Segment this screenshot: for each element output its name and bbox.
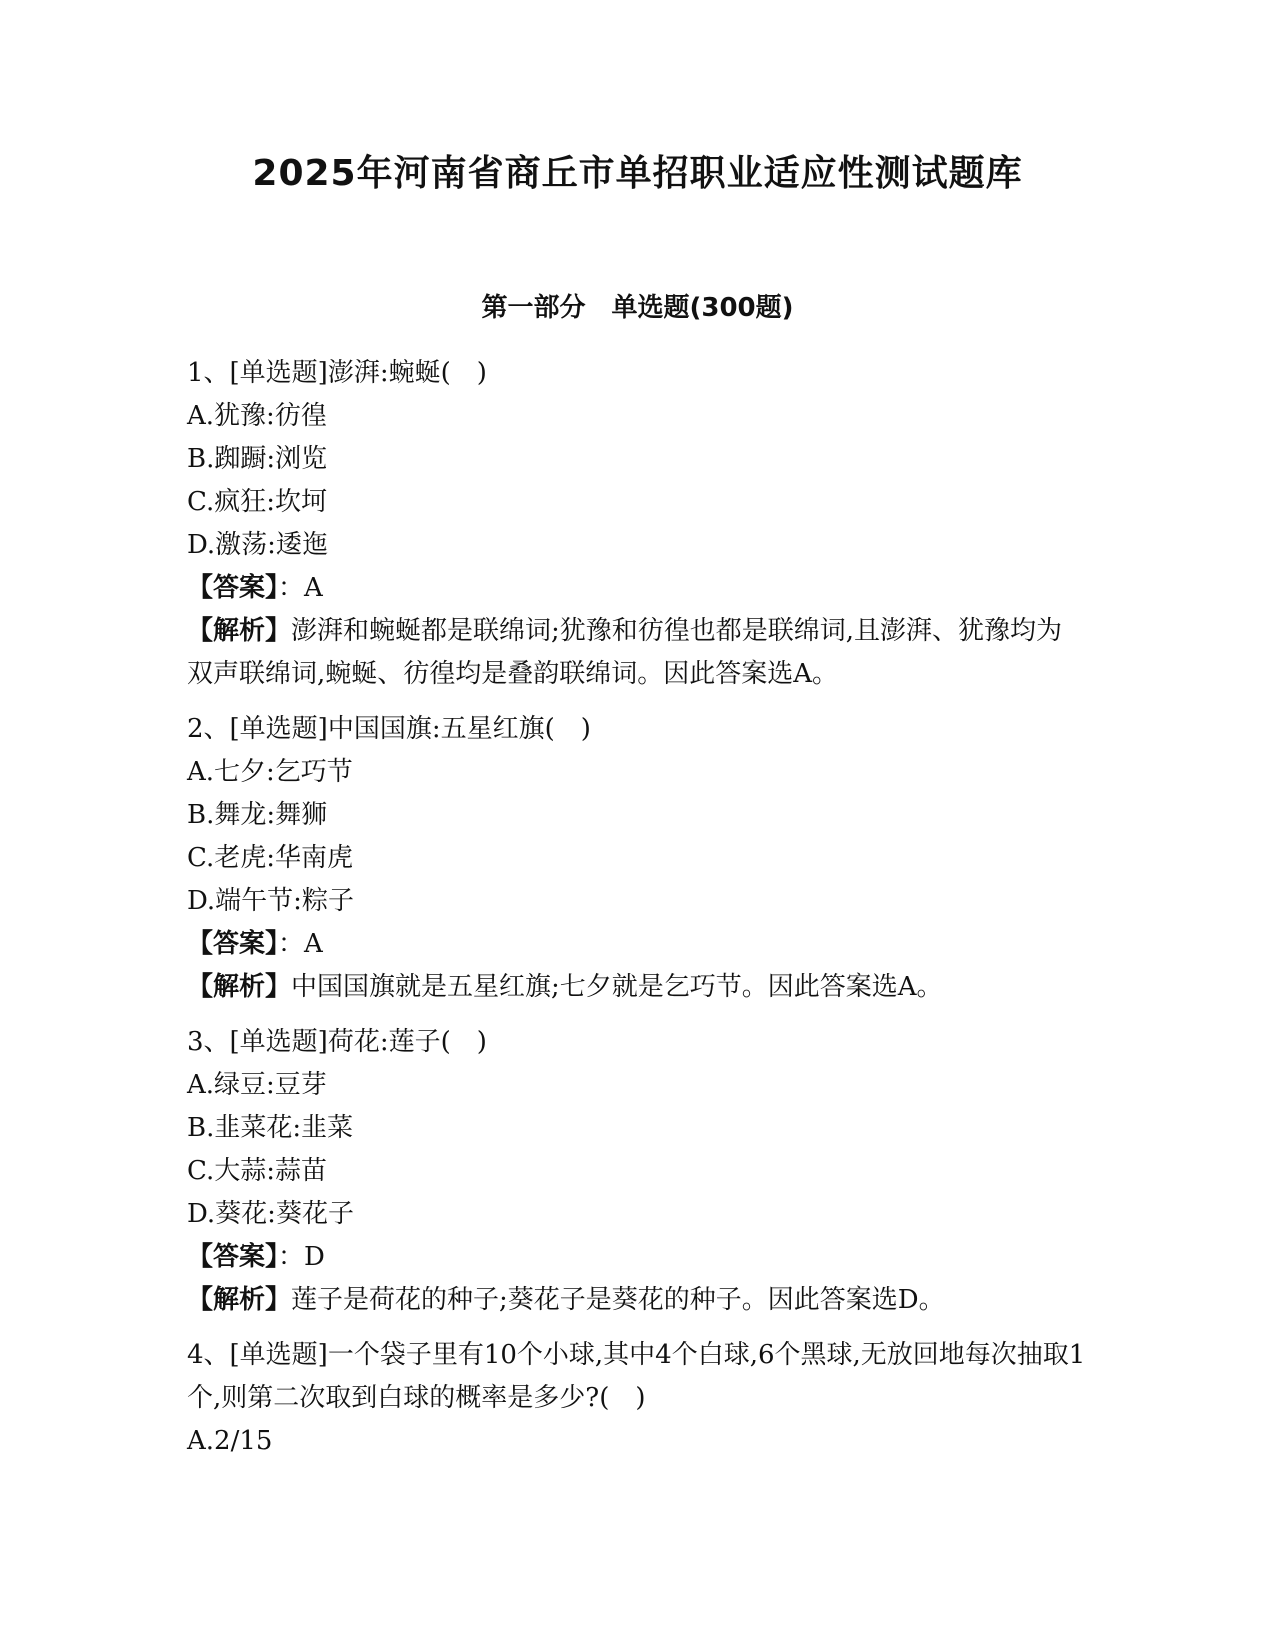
- option-a: A.犹豫:彷徨: [187, 401, 327, 431]
- question-stem: 3、[单选题]荷花:莲子( ): [187, 1027, 487, 1057]
- question-3: [187, 1021, 1087, 1322]
- option-b: B.韭菜花:韭菜: [187, 1113, 354, 1143]
- analysis-line: [187, 1279, 1087, 1322]
- analysis-line: [187, 966, 1087, 1009]
- analysis-text: 中国国旗就是五星红旗;七夕就是乞巧节。因此答案选A。: [291, 972, 943, 1002]
- answer-label: 【答案】: [187, 1242, 279, 1272]
- question-1: [187, 352, 1087, 696]
- analysis-text: 澎湃和蜿蜒都是联绵词;犹豫和彷徨也都是联绵词,且澎湃、犹豫均为双声联绵词,蜿蜒、彷徨均是叠韵联绵词。因此答案选A。: [187, 616, 1063, 689]
- answer-value: ：D: [278, 1242, 325, 1272]
- document-title: 2025年河南省商丘市单招职业适应性测试题库: [252, 153, 1023, 194]
- question-2: [187, 708, 1087, 1009]
- question-list: [187, 352, 1087, 1475]
- answer-line: [187, 1236, 1087, 1279]
- option-d: D.激荡:逶迤: [187, 530, 328, 560]
- analysis-label: 【解析】: [187, 1285, 292, 1315]
- analysis-label: 【解析】: [187, 616, 292, 646]
- option-d: D.葵花:葵花子: [187, 1199, 354, 1229]
- analysis-text: 莲子是荷花的种子;葵花子是葵花的种子。因此答案选D。: [291, 1285, 945, 1315]
- analysis-line: [187, 610, 1087, 696]
- analysis-label: 【解析】: [187, 972, 292, 1002]
- answer-label: 【答案】: [187, 929, 279, 959]
- question-stem: 4、[单选题]一个袋子里有10个小球,其中4个白球,6个黑球,无放回地每次抽取1个,则第二次取到白球的概率是多少?( ): [187, 1340, 1086, 1413]
- answer-label: 【答案】: [187, 573, 279, 603]
- option-a: A.七夕:乞巧节: [187, 757, 353, 787]
- option-a: A.绿豆:豆芽: [187, 1070, 327, 1100]
- question-stem: 1、[单选题]澎湃:蜿蜒( ): [187, 358, 487, 388]
- option-b: B.踟蹰:浏览: [187, 444, 328, 474]
- option-c: C.疯狂:坎坷: [187, 487, 327, 517]
- answer-line: [187, 567, 1087, 610]
- option-a: A.2/15: [187, 1426, 273, 1456]
- answer-line: [187, 923, 1087, 966]
- option-c: C.大蒜:蒜苗: [187, 1156, 327, 1186]
- question-stem: 2、[单选题]中国国旗:五星红旗( ): [187, 714, 591, 744]
- question-4: [187, 1334, 1087, 1463]
- option-b: B.舞龙:舞狮: [187, 800, 328, 830]
- answer-value: ：A: [278, 929, 323, 959]
- option-c: C.老虎:华南虎: [187, 843, 353, 873]
- section-heading: 第一部分 单选题(300题): [481, 293, 794, 323]
- option-d: D.端午节:粽子: [187, 886, 354, 916]
- answer-value: ：A: [278, 573, 323, 603]
